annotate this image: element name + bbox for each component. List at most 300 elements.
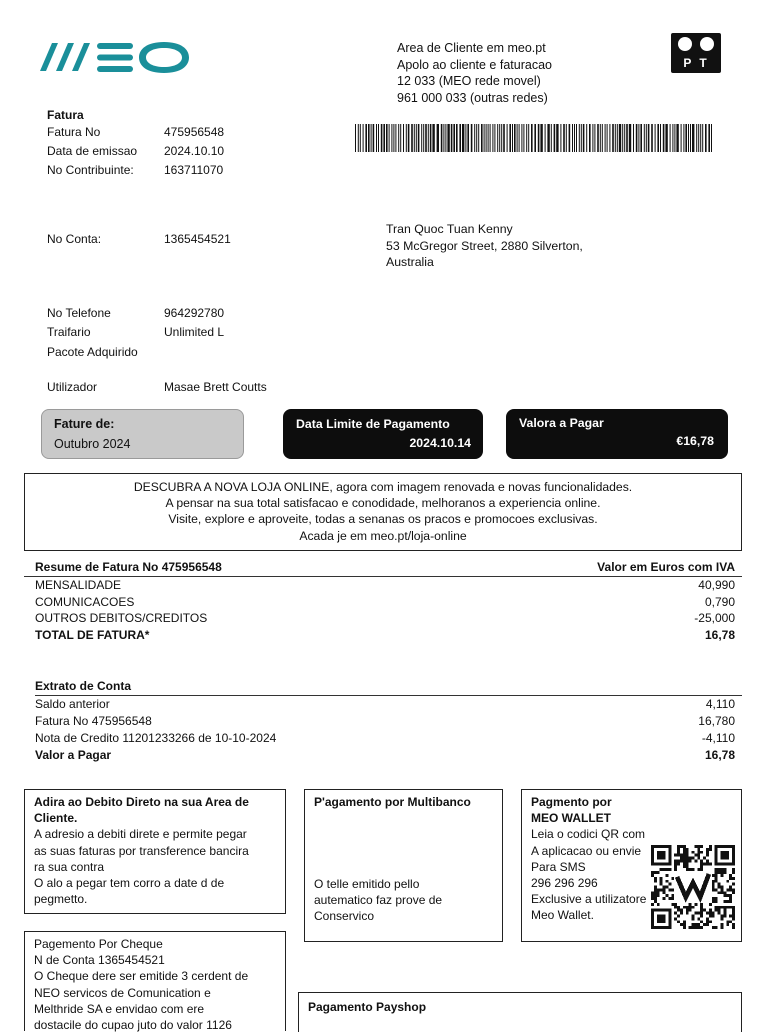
qr-module <box>726 888 729 891</box>
qr-module <box>709 915 712 918</box>
barcode-bar <box>648 124 650 152</box>
qr-module <box>709 845 712 848</box>
qr-module <box>726 923 729 926</box>
extrato-row-value: 4,110 <box>705 697 735 711</box>
wallet-text: Para SMS <box>531 859 586 874</box>
qr-module <box>700 920 703 923</box>
barcode-bar <box>411 124 413 152</box>
qr-module <box>660 883 663 886</box>
barcode-bar <box>538 124 540 152</box>
barcode-bar <box>579 124 580 152</box>
qr-module <box>712 897 715 900</box>
meo-logo <box>38 38 190 78</box>
barcode-bar <box>636 124 638 152</box>
qr-module <box>715 909 718 912</box>
qr-module <box>651 891 654 894</box>
barcode-bar <box>501 124 502 152</box>
barcode-bar <box>672 124 673 152</box>
qr-module <box>712 883 715 886</box>
qr-module <box>732 868 735 871</box>
barcode-bar <box>418 124 420 152</box>
qr-module <box>700 868 703 871</box>
qr-module <box>668 868 671 871</box>
qr-module <box>671 877 674 880</box>
resume-total-value: 16,78 <box>704 628 735 642</box>
barcode-bar <box>428 124 429 152</box>
qr-module <box>718 871 721 874</box>
barcode-bar <box>646 124 647 152</box>
barcode-bar <box>453 124 455 152</box>
qr-module <box>683 859 686 862</box>
qr-module <box>723 906 726 909</box>
qr-module <box>683 854 686 857</box>
qr-module <box>683 926 686 929</box>
qr-module <box>718 909 721 912</box>
qr-module <box>715 900 718 903</box>
qr-module <box>709 909 712 912</box>
qr-module <box>709 912 712 915</box>
qr-module <box>680 845 683 848</box>
qr-finder <box>657 851 666 860</box>
extrato-total-label: Valor a Pagar <box>35 748 112 762</box>
qr-module <box>706 917 709 920</box>
qr-module <box>718 868 721 871</box>
extrato-row <box>35 696 735 713</box>
barcode-bar <box>373 124 375 152</box>
account-label: No Conta: <box>47 232 102 246</box>
qr-module <box>712 880 715 883</box>
pt-logo-text: PT <box>683 56 715 70</box>
qr-module <box>732 891 735 894</box>
barcode-bar <box>612 124 614 152</box>
barcode-bar <box>383 124 385 152</box>
barcode-bar <box>451 124 453 152</box>
barcode-bar <box>624 124 625 152</box>
qr-module <box>677 920 680 923</box>
barcode-bar <box>592 124 593 152</box>
barcode-bar <box>406 124 407 152</box>
qr-module <box>718 906 721 909</box>
qr-module <box>700 926 703 929</box>
qr-module <box>709 903 712 906</box>
qr-module <box>692 926 695 929</box>
qr-module <box>651 871 654 874</box>
qr-module <box>683 857 686 860</box>
qr-module <box>694 903 697 906</box>
payshop-box <box>298 992 742 1032</box>
qr-module <box>683 923 686 926</box>
qr-module <box>712 900 715 903</box>
direct-debit-text: as suas faturas por transference bancira <box>34 843 249 858</box>
barcode-bar <box>484 124 485 152</box>
qr-module <box>654 894 657 897</box>
qr-module <box>663 897 666 900</box>
qr-module <box>732 906 735 909</box>
qr-module <box>674 865 677 868</box>
barcode-bar <box>665 124 667 152</box>
barcode-bar <box>619 124 621 152</box>
barcode-bar <box>626 124 628 152</box>
qr-module <box>721 906 724 909</box>
direct-debit-title: Adira ao Debito Direto na sua Area de <box>34 795 249 809</box>
barcode-bar <box>360 124 361 152</box>
direct-debit-text: pegmetto. <box>34 892 88 907</box>
barcode-bar <box>605 124 606 152</box>
qr-module <box>692 906 695 909</box>
barcode-bar <box>657 124 659 152</box>
barcode-bar <box>651 124 653 152</box>
barcode-bar <box>462 124 464 152</box>
barcode-bar <box>589 124 591 152</box>
qr-module <box>712 926 715 929</box>
direct-debit-text: A adresio a debiti direte e permite pegar <box>34 827 247 842</box>
qr-module <box>700 865 703 868</box>
user-label: Utilizador <box>47 380 98 394</box>
qr-finder <box>657 915 666 924</box>
direct-debit-text: O alo a pegar tem corro a date d de <box>34 876 225 891</box>
contact-line: Apolo ao cliente e faturacao <box>397 57 552 72</box>
qr-module <box>700 912 703 915</box>
resume-row-value: 40,990 <box>698 578 735 592</box>
barcode-bar <box>494 124 495 152</box>
qr-module <box>703 857 706 860</box>
qr-module <box>700 909 703 912</box>
qr-module <box>706 859 709 862</box>
multibanco-title: P'agamento por Multibanco <box>314 795 471 809</box>
qr-module <box>715 877 718 880</box>
qr-module <box>657 891 660 894</box>
qr-module <box>683 865 686 868</box>
direct-debit-box <box>24 789 286 914</box>
barcode-bar <box>499 124 500 152</box>
barcode-bar <box>545 124 546 152</box>
qr-module <box>683 862 686 865</box>
qr-module <box>663 891 666 894</box>
barcode-bar <box>423 124 424 152</box>
qr-module <box>692 915 695 918</box>
qr-module <box>686 857 689 860</box>
qr-module <box>721 891 724 894</box>
qr-module <box>663 886 666 889</box>
barcode-bar <box>474 124 475 152</box>
qr-module <box>715 897 718 900</box>
barcode-bar <box>465 124 466 152</box>
qr-module <box>665 868 668 871</box>
qr-module <box>689 859 692 862</box>
tariff-value: Unlimited L <box>164 325 225 339</box>
qr-module <box>683 848 686 851</box>
barcode <box>355 124 715 152</box>
qr-module <box>683 845 686 848</box>
qr-module <box>729 894 732 897</box>
wallet-text: A aplicacao ou envie <box>531 843 642 858</box>
barcode-bar <box>425 124 427 152</box>
qr-module <box>700 903 703 906</box>
barcode-bar <box>393 124 394 152</box>
qr-module <box>706 862 709 865</box>
cheque-box <box>24 931 286 1031</box>
pt-logo-dot <box>700 37 714 51</box>
due-date-value: 2024.10.14 <box>409 436 471 450</box>
qr-module <box>721 926 724 929</box>
amount-due-box <box>506 409 728 459</box>
pt-logo-dot <box>678 37 692 51</box>
barcode-bar <box>594 124 595 152</box>
extrato-row-value: -4,110 <box>701 731 735 745</box>
qr-module <box>715 871 718 874</box>
qr-module <box>700 862 703 865</box>
qr-module <box>694 926 697 929</box>
qr-module <box>694 845 697 848</box>
extrato-total-row <box>35 747 735 764</box>
barcode-bar <box>456 124 458 152</box>
qr-module <box>692 857 695 860</box>
promo-line: A pensar na sua total satisfacao e conodidade, melhoranos a experiencia online. <box>165 496 601 511</box>
qr-module <box>677 859 680 862</box>
qr-module <box>689 906 692 909</box>
qr-module <box>712 874 715 877</box>
qr-module <box>657 888 660 891</box>
qr-module <box>709 848 712 851</box>
due-date-box <box>283 409 483 459</box>
qr-module <box>660 877 663 880</box>
qr-module <box>715 874 718 877</box>
barcode-bar <box>711 124 712 152</box>
qr-module <box>668 897 671 900</box>
barcode-bar <box>602 124 603 152</box>
barcode-bar <box>629 124 631 152</box>
barcode-bar <box>622 124 623 152</box>
qr-module <box>674 859 677 862</box>
wallet-qr-code[interactable] <box>651 843 735 931</box>
cheque-text: dostacile do cupao juto do valor 1126 <box>34 1018 232 1033</box>
qr-module <box>683 906 686 909</box>
qr-module <box>703 862 706 865</box>
qr-module <box>732 909 735 912</box>
barcode-bar <box>443 124 444 152</box>
barcode-bar <box>432 124 434 152</box>
barcode-bar <box>640 124 642 152</box>
cheque-text: N de Conta 1365454521 <box>34 953 165 968</box>
qr-module <box>674 862 677 865</box>
barcode-bar <box>597 124 599 152</box>
qr-module <box>697 851 700 854</box>
barcode-bar <box>355 124 356 152</box>
qr-module <box>697 912 700 915</box>
qr-module <box>657 871 660 874</box>
qr-module <box>703 923 706 926</box>
barcode-bar <box>517 124 518 152</box>
customer-address <box>386 221 583 271</box>
barcode-bar <box>574 124 575 152</box>
qr-module <box>677 845 680 848</box>
qr-module <box>686 848 689 851</box>
resume-header <box>35 559 735 576</box>
qr-module <box>700 851 703 854</box>
qr-module <box>721 871 724 874</box>
direct-debit-text: ra sua contra <box>34 859 105 874</box>
contact-line: 12 033 (MEO rede movel) <box>397 74 541 88</box>
qr-module <box>686 854 689 857</box>
invoice-number-label: Fatura No <box>47 125 101 139</box>
barcode-bar <box>389 124 390 152</box>
qr-module <box>706 854 709 857</box>
qr-module <box>723 912 726 915</box>
contact-line: 961 000 033 (outras redes) <box>397 90 548 105</box>
qr-module <box>723 909 726 912</box>
contact-info <box>397 40 552 106</box>
qr-module <box>654 897 657 900</box>
barcode-bar <box>609 124 610 152</box>
wallet-title: Pagmento por <box>531 795 612 809</box>
qr-module <box>686 851 689 854</box>
wallet-text: 296 296 296 <box>531 876 598 891</box>
barcode-bar <box>408 124 410 152</box>
barcode-bar <box>676 124 678 152</box>
cheque-title: Pagemento Por Cheque <box>34 937 163 951</box>
qr-module <box>660 868 663 871</box>
qr-module <box>732 877 735 880</box>
wallet-text: Leia o codici QR com <box>531 827 646 842</box>
qr-module <box>697 926 700 929</box>
cheque-text: O Cheque dere ser emitide 3 cerdent de <box>34 969 249 984</box>
qr-module <box>721 888 724 891</box>
qr-module <box>706 923 709 926</box>
qr-module <box>700 915 703 918</box>
qr-module <box>706 920 709 923</box>
qr-module <box>654 880 657 883</box>
barcode-bar <box>523 124 524 152</box>
period-value: Outubro 2024 <box>54 437 131 451</box>
barcode-bar <box>376 124 377 152</box>
qr-module <box>723 900 726 903</box>
qr-module <box>692 923 695 926</box>
barcode-bar <box>441 124 443 152</box>
barcode-bar <box>696 124 697 152</box>
contact-line: Area de Cliente em meo.pt <box>397 41 546 55</box>
qr-module <box>651 874 654 877</box>
cheque-text: Melthride SA e envidao com ere <box>34 1001 205 1016</box>
barcode-bar <box>507 124 508 152</box>
due-date-label: Data Limite de Pagamento <box>296 417 450 431</box>
qr-module <box>726 920 729 923</box>
barcode-bar <box>521 124 522 152</box>
extrato-title: Extrato de Conta <box>35 679 132 693</box>
qr-module <box>654 888 657 891</box>
barcode-bar <box>459 124 461 152</box>
qr-module <box>674 868 677 871</box>
barcode-bar <box>492 124 493 152</box>
qr-module <box>689 903 692 906</box>
barcode-bar <box>560 124 561 152</box>
qr-module <box>671 897 674 900</box>
qr-module <box>657 894 660 897</box>
qr-module <box>686 859 689 862</box>
qr-module <box>697 845 700 848</box>
qr-module <box>671 888 674 891</box>
qr-module <box>677 851 680 854</box>
barcode-bar <box>586 124 587 152</box>
qr-module <box>697 848 700 851</box>
qr-module <box>721 886 724 889</box>
qr-module <box>686 909 689 912</box>
qr-module <box>674 854 677 857</box>
qr-module <box>677 848 680 851</box>
account-value: 1365454521 <box>164 232 231 246</box>
extrato-total-value: 16,78 <box>704 748 735 762</box>
qr-module <box>723 915 726 918</box>
resume-row-label: MENSALIDADE <box>35 578 122 592</box>
qr-module <box>712 886 715 889</box>
barcode-bar <box>534 124 536 152</box>
barcode-bar <box>400 124 401 152</box>
barcode-bar <box>488 124 489 152</box>
qr-module <box>732 871 735 874</box>
barcode-bar <box>583 124 585 152</box>
barcode-bar <box>490 124 491 152</box>
qr-module <box>712 912 715 915</box>
qr-module <box>729 906 732 909</box>
qr-module <box>654 871 657 874</box>
extrato-row-value: 16,780 <box>698 714 735 728</box>
user-value: Masae Brett Coutts <box>164 380 267 394</box>
extrato-row-label: Fatura No 475956548 <box>35 714 152 728</box>
extrato-row-label: Nota de Credito 11201233266 de 10-10-2024 <box>35 731 277 745</box>
qr-module <box>729 874 732 877</box>
qr-module <box>680 923 683 926</box>
resume-total-row <box>35 627 735 644</box>
qr-module <box>689 857 692 860</box>
qr-module <box>729 877 732 880</box>
qr-module <box>677 854 680 857</box>
barcode-bar <box>615 124 616 152</box>
qr-module <box>689 868 692 871</box>
barcode-bar <box>421 124 422 152</box>
qr-module <box>729 897 732 900</box>
barcode-bar <box>497 124 498 152</box>
barcode-bar <box>437 124 439 152</box>
barcode-bar <box>430 124 432 152</box>
qr-module <box>732 917 735 920</box>
period-label: Fature de: <box>54 417 115 431</box>
qr-module <box>683 851 686 854</box>
qr-module <box>668 888 671 891</box>
resume-title: Resume de Fatura No 475956548 <box>35 560 222 574</box>
barcode-bar <box>445 124 446 152</box>
qr-module <box>721 923 724 926</box>
barcode-bar <box>528 124 529 152</box>
resume-value-header: Valor em Euros com IVA <box>597 560 735 574</box>
qr-module <box>718 891 721 894</box>
qr-module <box>668 883 671 886</box>
qr-module <box>663 888 666 891</box>
extrato-row <box>35 730 735 747</box>
barcode-bar <box>471 124 473 152</box>
barcode-bar <box>358 124 359 152</box>
qr-module <box>715 880 718 883</box>
promo-line: Acada je em meo.pt/loja-online <box>299 528 467 543</box>
barcode-bar <box>378 124 379 152</box>
qr-module <box>694 859 697 862</box>
qr-module <box>723 891 726 894</box>
barcode-bar <box>414 124 415 152</box>
invoice-period-box <box>41 409 244 459</box>
qr-module <box>697 923 700 926</box>
qr-module <box>692 851 695 854</box>
barcode-bar <box>398 124 399 152</box>
barcode-bar <box>476 124 477 152</box>
taxpayer-value: 163711070 <box>164 163 224 177</box>
